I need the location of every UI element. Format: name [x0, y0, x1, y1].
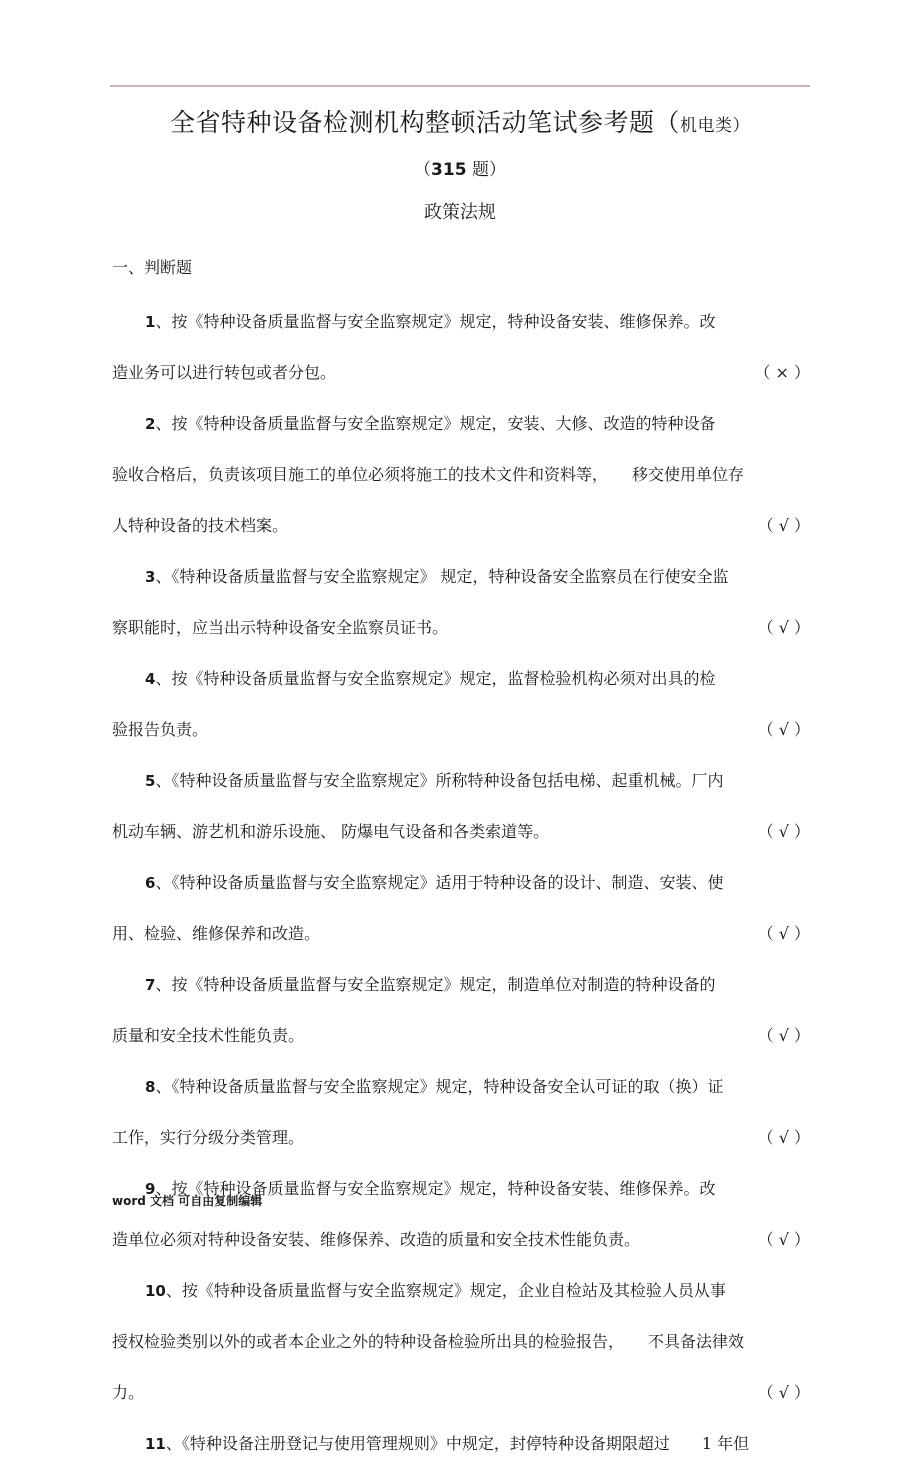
- page-title: [110, 100, 810, 149]
- question-item: [112, 398, 810, 551]
- subtitle-prefix: （: [414, 160, 432, 180]
- answer-mark: （ √ ）: [757, 1383, 810, 1402]
- question-text: 、《特种设备质量监督与安全监察规定》规定，特种设备安全认可证的取（换）证: [155, 1077, 724, 1096]
- question-text: 验报告负责。: [112, 720, 209, 739]
- question-item: [112, 857, 810, 959]
- question-wrap-line: [112, 449, 810, 500]
- question-text: 、《特种设备注册登记与使用管理规则》中规定，封停特种设备期限超过 1 年但: [165, 1434, 750, 1453]
- answer-mark: （ √ ）: [757, 1128, 810, 1147]
- section-heading: 政策法规: [424, 202, 496, 223]
- question-text: 、《特种设备质量监督与安全监察规定》所称特种设备包括电梯、起重机械。厂内: [155, 771, 724, 790]
- question-text: 、按《特种设备质量监督与安全监察规定》规定，特种设备安装、维修保养。改: [155, 1179, 716, 1198]
- question-first-line: [112, 1061, 810, 1112]
- question-text: 人特种设备的技术档案。: [112, 516, 289, 535]
- answer-mark: （ × ）: [754, 363, 810, 382]
- question-wrap-line: [112, 1316, 810, 1367]
- question-text: 力。: [112, 1383, 145, 1402]
- question-wrap-line: [112, 500, 810, 551]
- question-wrap-line: [112, 1214, 810, 1265]
- question-item: [112, 755, 810, 857]
- document-body: [112, 250, 810, 1469]
- question-text: 、按《特种设备质量监督与安全监察规定》规定，企业自检站及其检验人员从事: [165, 1281, 726, 1300]
- question-text: 、按《特种设备质量监督与安全监察规定》规定，监督检验机构必须对出具的检: [155, 669, 716, 688]
- question-number: 8: [145, 1078, 156, 1096]
- question-item: [112, 1061, 810, 1163]
- question-number: 5: [145, 772, 156, 790]
- question-count-subtitle: [110, 149, 810, 191]
- question-item: [112, 653, 810, 755]
- answer-mark: （ √ ）: [757, 516, 810, 535]
- question-item: [112, 1265, 810, 1418]
- question-item: [112, 551, 810, 653]
- answer-mark: （ √ ）: [757, 1026, 810, 1045]
- question-text: 验收合格后，负责该项目施工的单位必须将施工的技术文件和资料等， 移交使用单位存: [112, 465, 745, 484]
- question-wrap-line: [112, 602, 810, 653]
- answer-mark: （ √ ）: [757, 924, 810, 943]
- question-text: 察职能时，应当出示特种设备安全监察员证书。: [112, 618, 449, 637]
- question-first-line: [112, 653, 810, 704]
- answer-mark: （ √ ）: [757, 720, 810, 739]
- header-divider-rule: [110, 85, 810, 87]
- question-list: [112, 296, 810, 1469]
- question-first-line: [112, 398, 810, 449]
- question-wrap-line: [112, 806, 810, 857]
- question-text: 、按《特种设备质量监督与安全监察规定》规定，安装、大修、改造的特种设备: [155, 414, 716, 433]
- title-block: [110, 100, 810, 235]
- question-number: 1: [145, 313, 156, 331]
- question-number: 10: [145, 1282, 166, 1300]
- question-number: 6: [145, 874, 156, 892]
- answer-mark: （ √ ）: [757, 1230, 810, 1249]
- part-heading-judgement: 一、判断题: [112, 258, 193, 277]
- question-wrap-line: [112, 347, 810, 398]
- question-item: [112, 296, 810, 398]
- question-number: 11: [145, 1435, 166, 1453]
- question-wrap-line: [112, 1367, 810, 1418]
- page-title-category: 机电类）: [680, 116, 750, 136]
- question-text: 、《特种设备质量监督与安全监察规定》适用于特种设备的设计、制造、安装、使: [155, 873, 724, 892]
- question-text: 质量和安全技术性能负责。: [112, 1026, 305, 1045]
- page-title-main: 全省特种设备检测机构整顿活动笔试参考题（: [169, 108, 680, 137]
- question-number: 7: [145, 976, 156, 994]
- question-first-line: [112, 1418, 810, 1469]
- question-first-line: [112, 857, 810, 908]
- question-text: 授权检验类别以外的或者本企业之外的特种设备检验所出具的检验报告， 不具备法律效: [112, 1332, 745, 1351]
- page-footer: word 文档 可自由复制编辑: [112, 1194, 263, 1208]
- question-number: 9: [145, 1180, 156, 1198]
- question-text: 造业务可以进行转包或者分包。: [112, 363, 337, 382]
- question-first-line: [112, 296, 810, 347]
- question-number: 2: [145, 415, 156, 433]
- subtitle-suffix: 题）: [466, 160, 506, 180]
- question-text: 造单位必须对特种设备安装、维修保养、改造的质量和安全技术性能负责。: [112, 1230, 641, 1249]
- question-count-value: 315: [431, 160, 467, 180]
- answer-mark: （ √ ）: [757, 822, 810, 841]
- question-text: 、按《特种设备质量监督与安全监察规定》规定，制造单位对制造的特种设备的: [155, 975, 716, 994]
- question-item: [112, 1163, 810, 1265]
- question-first-line: [112, 551, 810, 602]
- question-first-line: [112, 959, 810, 1010]
- question-text: 机动车辆、游艺机和游乐设施、 防爆电气设备和各类索道等。: [112, 822, 550, 841]
- question-wrap-line: [112, 908, 810, 959]
- question-wrap-line: [112, 1010, 810, 1061]
- question-text: 用、检验、维修保养和改造。: [112, 924, 321, 943]
- question-first-line: [112, 755, 810, 806]
- question-text: 、按《特种设备质量监督与安全监察规定》规定，特种设备安装、维修保养。改: [155, 312, 716, 331]
- question-text: 、《特种设备质量监督与安全监察规定》 规定，特种设备安全监察员在行使安全监: [155, 567, 729, 586]
- question-item: [112, 1418, 810, 1469]
- question-number: 3: [145, 568, 156, 586]
- question-text: 工作，实行分级分类管理。: [112, 1128, 305, 1147]
- answer-mark: （ √ ）: [757, 618, 810, 637]
- question-wrap-line: [112, 1112, 810, 1163]
- question-item: [112, 959, 810, 1061]
- question-number: 4: [145, 670, 156, 688]
- question-first-line: [112, 1265, 810, 1316]
- question-wrap-line: [112, 704, 810, 755]
